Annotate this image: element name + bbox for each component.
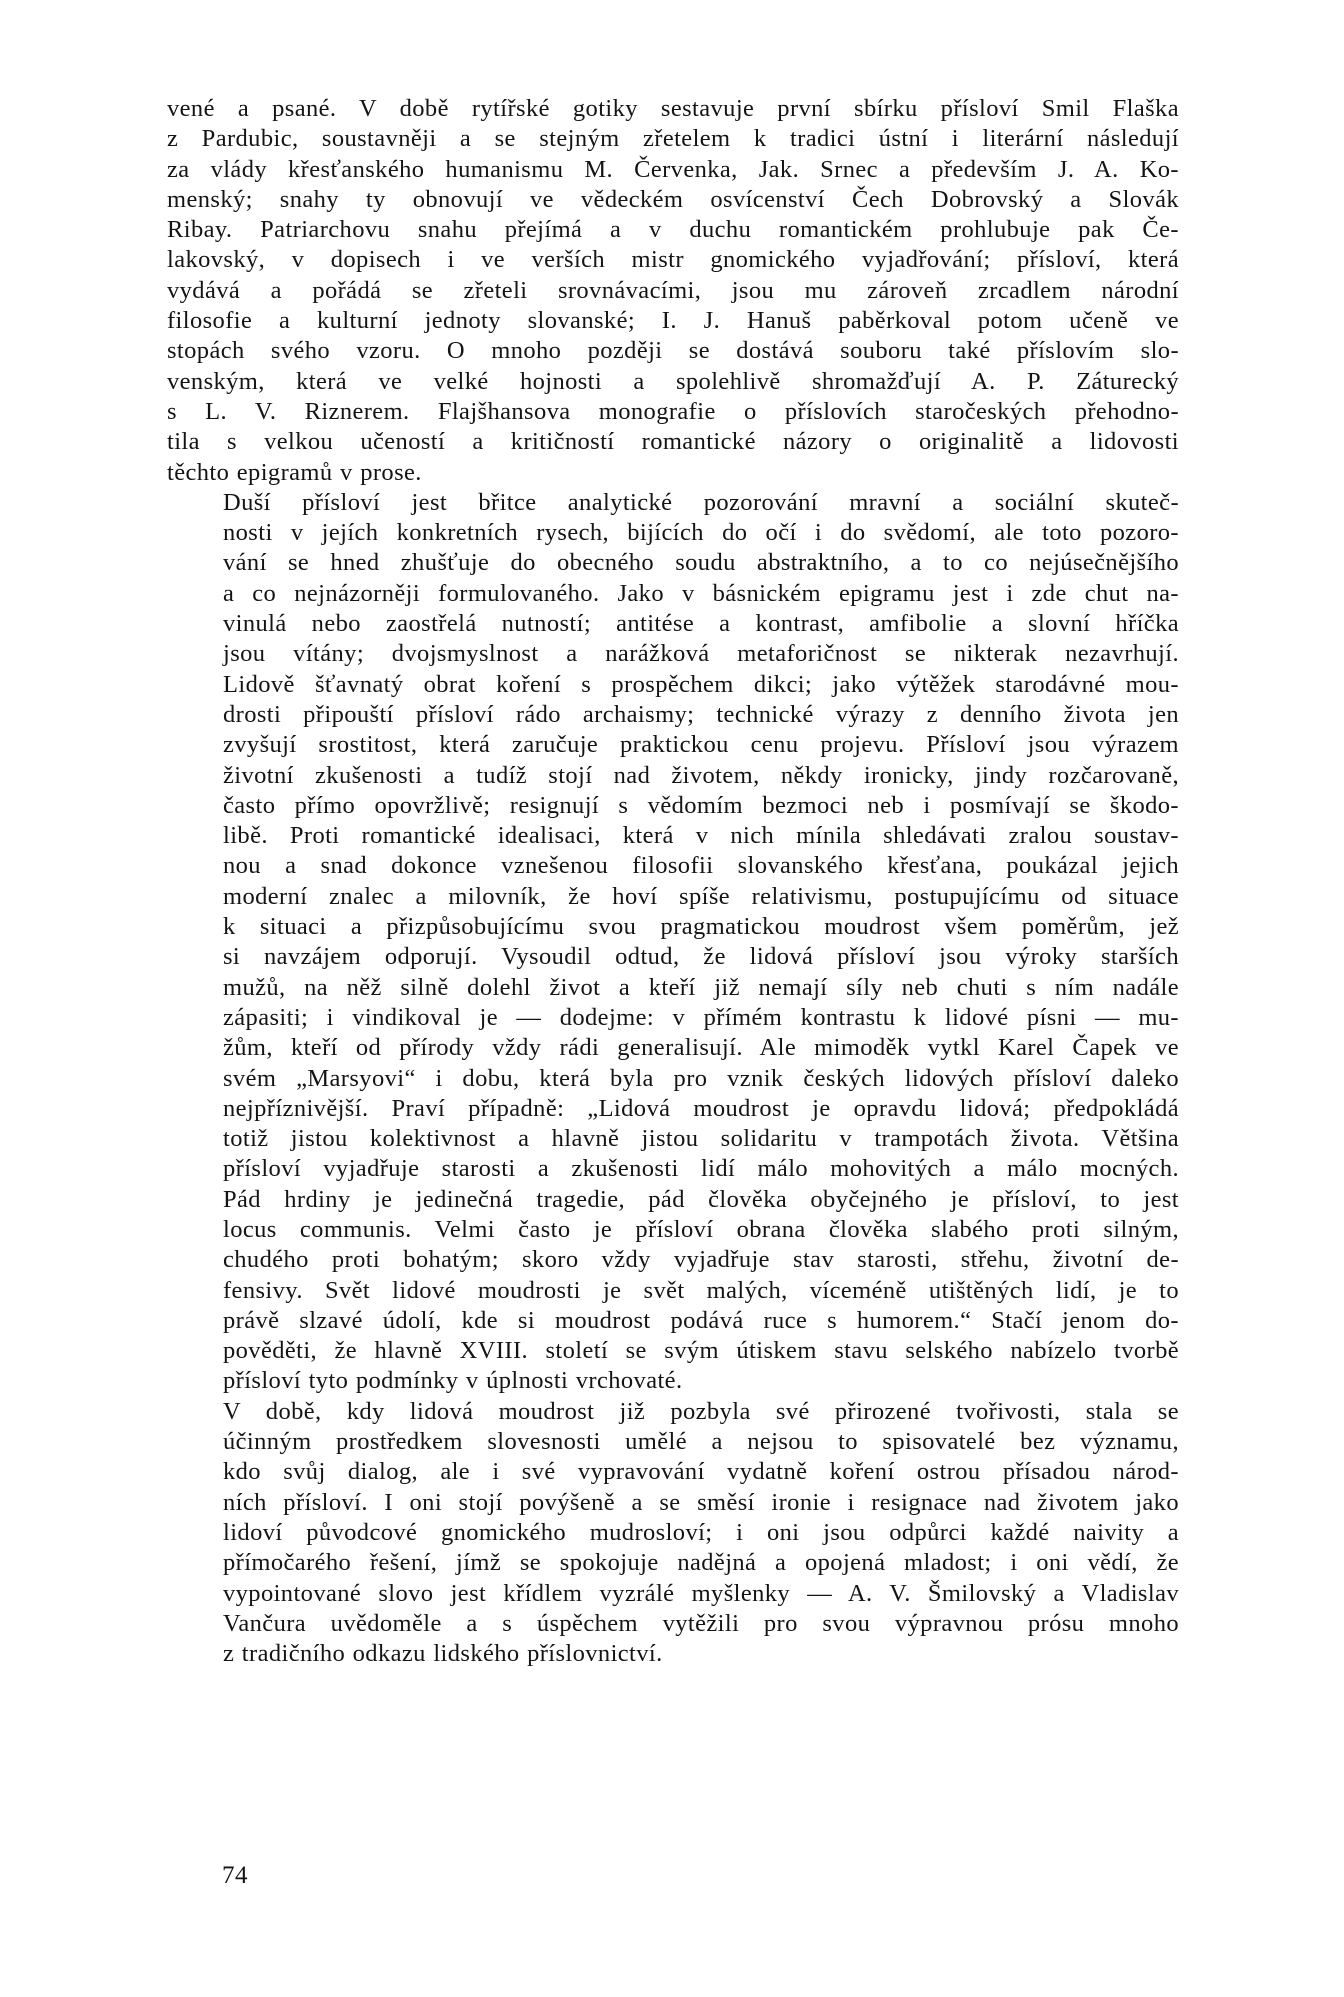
text-line: vání se hned zhušťuje do obecného soudu abstraktního, a to co nejúsečnějšího xyxy=(223,549,1179,577)
text-line: lidoví původcové gnomického mudrosloví; i oni jsou odpůrci každé naivity a xyxy=(223,1518,1179,1546)
text-line: Pád hrdiny je jedinečná tragedie, pád člověka obyčejného je přísloví, to jest xyxy=(223,1185,1179,1213)
text-line: nejpříznivější. Praví případně: „Lidová moudrost je opravdu lidová; předpokládá xyxy=(223,1094,1179,1122)
text-line: locus communis. Velmi často je přísloví obrana člověka slabého proti silným, xyxy=(223,1215,1179,1243)
text-line: přímočarého řešení, jímž se spokojuje nadějná a opojená mladost; i oni vědí, že xyxy=(223,1549,1179,1577)
text-line: filosofie a kulturní jednoty slovanské; I. J. Hanuš paběrkoval potom učeně ve xyxy=(167,307,1179,335)
text-line: totiž jistou kolektivnost a hlavně jistou solidaritu v trampotách života. Většina xyxy=(223,1125,1179,1153)
text-line: moderní znalec a milovník, že hoví spíše relativismu, postupujícímu od situace xyxy=(223,882,1179,910)
text-line: z Pardubic, soustavněji a se stejným zřetelem k tradici ústní i literární následují xyxy=(167,125,1179,153)
text-line: vené a psané. V době rytířské gotiky sestavuje první sbírku přísloví Smil Flaška xyxy=(167,95,1179,122)
text-line: nou a snad dokonce vznešenou filosofii slovanského křesťana, poukázal jejich xyxy=(223,852,1179,880)
text-line: zvyšují srostitost, která zaručuje praktickou cenu projevu. Přísloví jsou výrazem xyxy=(223,731,1179,759)
body-text xyxy=(167,94,1179,1669)
text-line: s L. V. Riznerem. Flajšhansova monografie o příslovích staročeských přehodno- xyxy=(167,397,1179,425)
text-line: kdo svůj dialog, ale i své vypravování vydatně koření ostrou přísadou národ- xyxy=(223,1458,1179,1486)
text-line: přísloví vyjadřuje starosti a zkušenosti lidí málo mohovitých a málo mocných. xyxy=(223,1155,1179,1183)
text-line: vinulá nebo zaostřelá nutností; antitése a kontrast, amfibolie a slovní hříčka xyxy=(223,610,1179,638)
text-line: V době, kdy lidová moudrost již pozbyla své přirozené tvořivosti, stala se xyxy=(223,1397,1179,1425)
text-line: lakovský, v dopisech i ve verších mistr gnomického vyjadřování; přísloví, která xyxy=(167,246,1179,274)
text-line: stopách svého vzoru. O mnoho později se dostává souboru také příslovím slo- xyxy=(167,337,1179,365)
text-line: přísloví tyto podmínky v úplnosti vrchovaté. xyxy=(223,1367,683,1395)
text-line: Ribay. Patriarchovu snahu přejímá a v duchu romantickém prohlubuje pak Če- xyxy=(167,216,1179,244)
text-line: Vančura uvědoměle a s úspěchem vytěžili pro svou výpravnou prósu mnoho xyxy=(223,1609,1179,1637)
text-line: vydává a pořádá se zřeteli srovnávacími, jsou mu zároveň zrcadlem národní xyxy=(167,276,1179,304)
paragraph-1 xyxy=(167,94,1179,488)
paragraph-2 xyxy=(167,488,1179,1397)
text-line: jsou vítány; dvojsmyslnost a narážková metaforičnost se nikterak nezavrhují. xyxy=(223,640,1179,668)
text-line: účinným prostředkem slovesnosti umělé a nejsou to spisovatelé bez významu, xyxy=(223,1428,1179,1456)
text-line: ních přísloví. I oni stojí povýšeně a se směsí ironie i resignace nad životem jako xyxy=(223,1488,1179,1516)
text-line: často přímo opovržlivě; resignují s vědomím bezmoci neb i posmívají se škodo- xyxy=(223,791,1179,819)
text-line: a co nejnázorněji formulovaného. Jako v básnickém epigramu jest i zde chut na- xyxy=(223,579,1179,607)
text-line: za vlády křesťanského humanismu M. Červenka, Jak. Srnec a především J. A. Ko- xyxy=(167,155,1179,183)
text-line: menský; snahy ty obnovují ve vědeckém osvícenství Čech Dobrovský a Slovák xyxy=(167,185,1179,213)
text-line: fensivy. Svět lidové moudrosti je svět malých, víceméně utištěných lidí, je to xyxy=(223,1276,1179,1304)
text-line: drosti připouští přísloví rádo archaismy; technické výrazy z denního života jen xyxy=(223,700,1179,728)
text-line: si navzájem odporují. Vysoudil odtud, že lidová přísloví jsou výroky starších xyxy=(223,943,1179,971)
text-line: tila s velkou učeností a kritičností romantické názory o originalitě a lidovosti xyxy=(167,428,1179,456)
paragraph-3 xyxy=(167,1397,1179,1670)
text-line: vypointované slovo jest křídlem vyzrálé myšlenky — A. V. Šmilovský a Vladislav xyxy=(223,1579,1179,1607)
text-line: nosti v jejích konkretních rysech, bijících do očí i do svědomí, ale toto pozoro- xyxy=(223,519,1179,547)
text-line: venským, která ve velké hojnosti a spolehlivě shromažďují A. P. Záturecký xyxy=(167,367,1179,395)
text-line: mužů, na něž silně dolehl život a kteří již nemají síly neb chuti s ním nadále xyxy=(223,973,1179,1001)
text-line: zápasiti; i vindikoval je — dodejme: v přímém kontrastu k lidové písni — mu- xyxy=(223,1003,1179,1031)
text-line: chudého proti bohatým; skoro vždy vyjadřuje stav starosti, střehu, životní de- xyxy=(223,1246,1179,1274)
text-line: žům, kteří od přírody vždy rádi generalisují. Ale mimoděk vytkl Karel Čapek ve xyxy=(223,1034,1179,1062)
text-line: k situaci a přizpůsobujícímu svou pragmatickou moudrost všem poměrům, jež xyxy=(223,913,1179,941)
text-line: pověděti, že hlavně XVIII. století se svým útiskem stavu selského nabízelo tvorbě xyxy=(223,1337,1179,1365)
text-line: svém „Marsyovi“ i dobu, která byla pro vznik českých lidových přísloví daleko xyxy=(223,1064,1179,1092)
text-line: Duší přísloví jest břitce analytické pozorování mravní a sociální skuteč- xyxy=(223,488,1179,516)
page-number: 74 xyxy=(222,1862,248,1889)
text-line: právě slzavé údolí, kde si moudrost podává ruce s humorem.“ Stačí jenom do- xyxy=(223,1306,1179,1334)
text-line: z tradičního odkazu lidského příslovnictví. xyxy=(223,1640,663,1668)
text-line: těchto epigramů v prose. xyxy=(167,458,422,486)
text-line: Lidově šťavnatý obrat koření s prospěchem dikci; jako výtěžek starodávné mou- xyxy=(223,670,1179,698)
text-line: životní zkušenosti a tudíž stojí nad životem, někdy ironicky, jindy rozčarovaně, xyxy=(223,761,1179,789)
text-line: libě. Proti romantické idealisaci, která v nich mínila shledávati zralou soustav- xyxy=(223,822,1179,850)
